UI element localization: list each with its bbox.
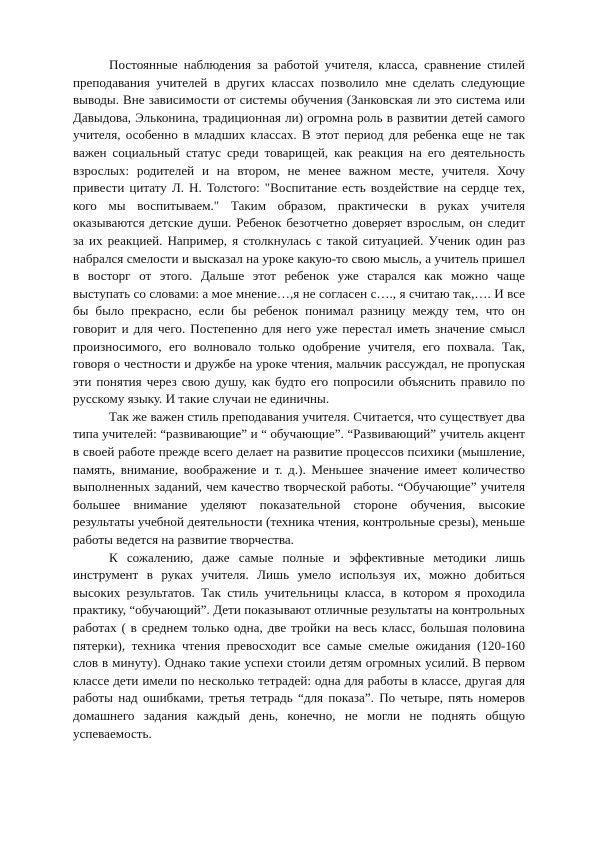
paragraph-methods: К сожалению, даже самые полные и эффективные методики лишь инструмент в руках учителя. Лишь умело используя их, можно добиться высоких результатов. Так стиль учительницы класса, в котором я проходила практику, “обучающий”. Дети показывают отличные результаты на контрольных работах ( в среднем только одна, две тройки на весь класс, большая половина пятерки), техника чтения превосходит все самые смелые ожидания (120-160 слов в минуту). Однако такие успехи стоили детям огромных усилий. В первом классе дети имели по несколько тетрадей: одна для работы в классе, другая для работы над ошибками, третья тетрадь “для показа”. По четыре, пять номеров домашнего задания каждый день, конечно, не могли не поднять общую успеваемость. [73, 549, 525, 741]
paragraph-teaching-style: Так же важен стиль преподавания учителя. Считается, что существует два типа учителей: “развивающие” и “ обучающие”. “Развивающий” учитель акцент в своей работе прежде всего делает на развитие процессов психики (мышление, память, внимание, воображение и т. д.). Меньшее значение имеет количество выполненных заданий, чем качество творческой работы. “Обучающие” учителя большее внимание уделяют показательной стороне обучения, высокие результаты учебной деятельности (техника чтения, контрольные срезы), меньше работы ведется на развитие творчества. [73, 408, 525, 548]
document-body [73, 56, 525, 742]
paragraph-observations: Постоянные наблюдения за работой учителя, класса, сравнение стилей преподавания учителей в других классах позволило мне сделать следующие выводы. Вне зависимости от системы обучения (Занковская ли это система или Давыдова, Эльконина, традиционная ли) огромна роль в развитии детей самого учителя, особенно в младших классах. В этот период для ребенка еще не так важен социальный статус среди товарищей, как реакция на его деятельность взрослых: родителей и на втором, не менее важном месте, учителя. Хочу привести цитату Л. Н. Толстого: "Воспитание есть воздействие на сердце тех, кого мы воспитываем." Таким образом, практически в руках учителя оказываются детские души. Ребенок безотчетно доверяет взрослым, он следит за их реакцией. Например, я столкнулась с такой ситуацией. Ученик один раз набрался смелости и высказал на уроке какую-то свою мысль, а учитель пришел в восторг от этого. Дальше этот ребенок уже старался как можно чаще выступать со словами: а мое мнение…,я не согласен с…., я считаю так,…. И все бы было прекрасно, если бы ребенок понимал разницу между тем, что он говорит и для чего. Постепенно для него уже перестал иметь значение смысл произносимого, его волновало только одобрение учителя, его похвала. Так, говоря о честности и дружбе на уроке чтения, мальчик рассуждал, не пропуская эти понятия через свою душу, как будто его попросили объяснить правило по русскому языку. И такие случаи не единичны. [73, 57, 525, 407]
